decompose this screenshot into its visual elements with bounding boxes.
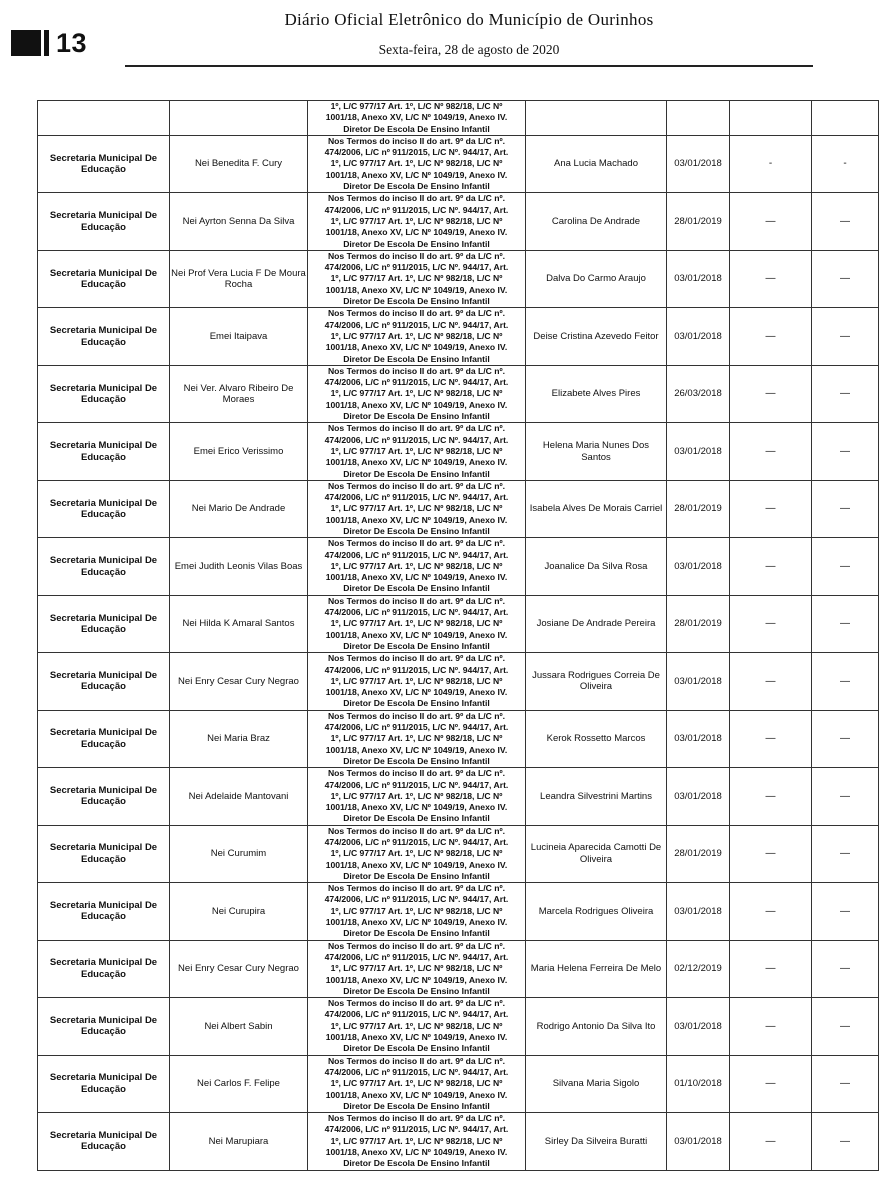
law-line: 1º, L/C 977/17 Art. 1º, L/C Nº 982/18, L/C Nº [330, 905, 503, 916]
person-cell: Sirley Da Silveira Buratti [526, 1113, 667, 1170]
law-line: 1001/18, Anexo XV, L/C Nº 1049/19, Anexo IV. [325, 514, 508, 525]
mark-cell [730, 365, 812, 422]
mark-cell [730, 653, 812, 710]
mark-cell [730, 480, 812, 537]
law-line: Diretor De Escola De Ensino Infantil [343, 1158, 490, 1169]
law-line: 1001/18, Anexo XV, L/C Nº 1049/19, Anexo IV. [325, 1089, 508, 1100]
law-cell [308, 1113, 526, 1170]
law-line: 474/2006, L/C nº 911/2015, L/C Nº. 944/17, Art. [324, 1009, 509, 1020]
law-line: 474/2006, L/C nº 911/2015, L/C Nº. 944/17, Art. [324, 607, 509, 618]
law-line: Diretor De Escola De Ensino Infantil [343, 525, 490, 536]
law-line: 1001/18, Anexo XV, L/C Nº 1049/19, Anexo IV. [325, 169, 508, 180]
law-line: Diretor De Escola De Ensino Infantil [343, 1100, 490, 1111]
dash-mark: — [765, 503, 776, 515]
school-cell: Nei Ver. Alvaro Ribeiro De Moraes [170, 365, 308, 422]
law-line: Nos Termos do inciso II do art. 9º da L/C nº. [327, 653, 506, 664]
law-line: Nos Termos do inciso II do art. 9º da L/C nº. [327, 825, 506, 836]
law-line: 1º, L/C 977/17 Art. 1º, L/C Nº 982/18, L/C Nº [330, 158, 503, 169]
mark-cell [730, 768, 812, 825]
law-cell [308, 710, 526, 767]
dash-mark: — [765, 1078, 776, 1090]
law-cell [308, 423, 526, 480]
law-line: 1º, L/C 977/17 Art. 1º, L/C Nº 982/18, L/C Nº [330, 733, 503, 744]
school-cell: Nei Carlos F. Felipe [170, 1055, 308, 1112]
law-line: 1001/18, Anexo XV, L/C Nº 1049/19, Anexo IV. [325, 284, 508, 295]
dash-mark: — [840, 963, 850, 975]
date-cell: 03/01/2018 [667, 135, 730, 192]
mark-cell [730, 825, 812, 882]
mark-cell [812, 595, 879, 652]
org-cell: Secretaria Municipal De Educação [38, 825, 170, 882]
dash-mark: — [840, 330, 850, 342]
dash-mark: - [768, 158, 773, 170]
law-line: 474/2006, L/C nº 911/2015, L/C Nº. 944/17, Art. [324, 377, 509, 388]
dash-mark: — [765, 905, 776, 917]
mark-cell [730, 193, 812, 250]
date-cell: 03/01/2018 [667, 1113, 730, 1170]
table-row [38, 135, 879, 192]
date-cell: 03/01/2018 [667, 883, 730, 940]
law-line: 474/2006, L/C nº 911/2015, L/C Nº. 944/17, Art. [324, 1066, 509, 1077]
mark-cell [812, 1055, 879, 1112]
law-line: 1001/18, Anexo XV, L/C Nº 1049/19, Anexo IV. [325, 1147, 508, 1158]
dash-mark: — [765, 790, 776, 802]
law-line: 474/2006, L/C nº 911/2015, L/C Nº. 944/17, Art. [324, 779, 509, 790]
mark-cell [812, 308, 879, 365]
person-cell: Rodrigo Antonio Da Silva Ito [526, 998, 667, 1055]
date-cell: 01/10/2018 [667, 1055, 730, 1112]
law-line: Nos Termos do inciso II do art. 9º da L/C nº. [327, 193, 506, 204]
mark-cell [812, 193, 879, 250]
law-line: 1º, L/C 977/17 Art. 1º, L/C Nº 982/18, L/C Nº [330, 675, 503, 686]
law-line: Nos Termos do inciso II do art. 9º da L/C nº. [327, 1113, 506, 1124]
law-line: 1º, L/C 977/17 Art. 1º, L/C Nº 982/18, L/C Nº [330, 618, 503, 629]
table-row [38, 365, 879, 422]
law-line: 474/2006, L/C nº 911/2015, L/C Nº. 944/17, Art. [324, 434, 509, 445]
dash-mark: — [765, 445, 776, 457]
dash-mark: — [840, 848, 850, 860]
law-line: Nos Termos do inciso II do art. 9º da L/C nº. [327, 768, 506, 779]
person-cell: Carolina De Andrade [526, 193, 667, 250]
table-row [38, 998, 879, 1055]
org-cell: Secretaria Municipal De Educação [38, 250, 170, 307]
law-line: Diretor De Escola De Ensino Infantil [343, 296, 490, 307]
law-cell [308, 538, 526, 595]
org-cell: Secretaria Municipal De Educação [38, 308, 170, 365]
law-line: Diretor De Escola De Ensino Infantil [343, 755, 490, 766]
mark-cell [812, 423, 879, 480]
law-line: 474/2006, L/C nº 911/2015, L/C Nº. 944/17, Art. [324, 492, 509, 503]
law-line: 1º, L/C 977/17 Art. 1º, L/C Nº 982/18, L/C Nº [330, 963, 503, 974]
table-row [38, 883, 879, 940]
date-cell: 28/01/2019 [667, 193, 730, 250]
law-line: 1º, L/C 977/17 Art. 1º, L/C Nº 982/18, L/C Nº [330, 1020, 503, 1031]
table-body [38, 101, 879, 1171]
law-line: Nos Termos do inciso II do art. 9º da L/C nº. [327, 308, 506, 319]
gazette-title: Diário Oficial Eletrônico do Município de Ourinhos [284, 10, 654, 29]
law-cell [308, 1055, 526, 1112]
dash-mark: - [843, 158, 847, 170]
mark-cell [812, 710, 879, 767]
mark-cell [730, 101, 812, 136]
person-cell: Deise Cristina Azevedo Feitor [526, 308, 667, 365]
dash-mark: — [840, 445, 850, 457]
dash-mark: — [840, 1135, 850, 1147]
org-cell: Secretaria Municipal De Educação [38, 768, 170, 825]
table-row [38, 595, 879, 652]
date-cell: 03/01/2018 [667, 768, 730, 825]
dash-mark: — [840, 675, 850, 687]
date-cell [667, 101, 730, 136]
school-cell: Nei Curupira [170, 883, 308, 940]
table-row [38, 768, 879, 825]
law-cell [308, 883, 526, 940]
mark-cell [812, 101, 879, 136]
dash-mark: — [765, 848, 776, 860]
org-cell: Secretaria Municipal De Educação [38, 423, 170, 480]
law-line: 474/2006, L/C nº 911/2015, L/C Nº. 944/17, Art. [324, 319, 509, 330]
law-line: Diretor De Escola De Ensino Infantil [343, 698, 490, 709]
org-cell: Secretaria Municipal De Educação [38, 940, 170, 997]
person-cell: Jussara Rodrigues Correia De Oliveira [526, 653, 667, 710]
org-cell: Secretaria Municipal De Educação [38, 653, 170, 710]
mark-cell [812, 538, 879, 595]
table-row [38, 193, 879, 250]
school-cell: Nei Marupiara [170, 1113, 308, 1170]
dash-mark: — [840, 1020, 850, 1032]
law-line: Diretor De Escola De Ensino Infantil [343, 640, 490, 651]
date-cell: 28/01/2019 [667, 480, 730, 537]
law-cell [308, 480, 526, 537]
appointments-table-wrapper [37, 100, 878, 1171]
school-cell: Emei Erico Verissimo [170, 423, 308, 480]
school-cell: Nei Benedita F. Cury [170, 135, 308, 192]
law-line: Nos Termos do inciso II do art. 9º da L/C nº. [327, 1055, 506, 1066]
law-line: 1º, L/C 977/17 Art. 1º, L/C Nº 982/18, L/C Nº [330, 1078, 503, 1089]
law-line: 474/2006, L/C nº 911/2015, L/C Nº. 944/17, Art. [324, 262, 509, 273]
law-line: 1º, L/C 977/17 Art. 1º, L/C Nº 982/18, L/C Nº [330, 560, 503, 571]
law-line: 474/2006, L/C nº 911/2015, L/C Nº. 944/17, Art. [324, 951, 509, 962]
person-cell: Ana Lucia Machado [526, 135, 667, 192]
org-cell: Secretaria Municipal De Educação [38, 480, 170, 537]
table-row [38, 538, 879, 595]
law-line: 474/2006, L/C nº 911/2015, L/C Nº. 944/17, Art. [324, 549, 509, 560]
dash-mark: — [840, 388, 850, 400]
school-cell: Nei Hilda K Amaral Santos [170, 595, 308, 652]
dash-mark: — [765, 1020, 776, 1032]
org-cell: Secretaria Municipal De Educação [38, 1113, 170, 1170]
law-line: Diretor De Escola De Ensino Infantil [343, 985, 490, 996]
page-number-text: 13 [56, 27, 88, 58]
dash-mark: — [765, 330, 776, 342]
org-cell: Secretaria Municipal De Educação [38, 710, 170, 767]
law-cell [308, 135, 526, 192]
mark-cell [730, 308, 812, 365]
law-line: Nos Termos do inciso II do art. 9º da L/C nº. [327, 365, 506, 376]
law-cell [308, 308, 526, 365]
table-row [38, 480, 879, 537]
law-line: Nos Termos do inciso II do art. 9º da L/C nº. [327, 135, 506, 146]
law-cell [308, 595, 526, 652]
law-line: Diretor De Escola De Ensino Infantil [343, 238, 490, 249]
school-cell: Nei Enry Cesar Cury Negrao [170, 940, 308, 997]
law-line: Diretor De Escola De Ensino Infantil [343, 813, 490, 824]
law-cell [308, 768, 526, 825]
law-cell [308, 940, 526, 997]
law-line: Diretor De Escola De Ensino Infantil [343, 468, 490, 479]
law-line: 1001/18, Anexo XV, L/C Nº 1049/19, Anexo IV. [325, 744, 508, 755]
mark-cell [812, 768, 879, 825]
org-cell [38, 101, 170, 136]
law-line: 474/2006, L/C nº 911/2015, L/C Nº. 944/17, Art. [324, 837, 509, 847]
dash-mark: — [840, 560, 850, 572]
table-row [38, 710, 879, 767]
table-row [38, 940, 879, 997]
dash-mark: — [765, 675, 776, 687]
mark-cell [730, 1113, 812, 1170]
person-cell: Helena Maria Nunes Dos Santos [526, 423, 667, 480]
law-cell [308, 653, 526, 710]
dash-mark: — [840, 733, 850, 745]
date-cell: 03/01/2018 [667, 308, 730, 365]
school-cell: Nei Maria Braz [170, 710, 308, 767]
law-line: 474/2006, L/C nº 911/2015, L/C Nº. 944/17, Art. [324, 664, 509, 675]
mark-cell [812, 250, 879, 307]
law-line: 474/2006, L/C nº 911/2015, L/C Nº. 944/17, Art. [324, 894, 509, 905]
person-cell: Dalva Do Carmo Araujo [526, 250, 667, 307]
dash-mark: — [765, 560, 776, 572]
law-line: 1º, L/C 977/17 Art. 1º, L/C Nº 982/18, L/C Nº [330, 273, 503, 284]
law-line: 1001/18, Anexo XV, L/C Nº 1049/19, Anexo IV. [325, 1032, 508, 1043]
dash-mark: — [765, 215, 776, 227]
school-cell: Emei Itaipava [170, 308, 308, 365]
org-cell: Secretaria Municipal De Educação [38, 998, 170, 1055]
law-line: 1001/18, Anexo XV, L/C Nº 1049/19, Anexo IV. [325, 859, 508, 870]
mark-cell [730, 883, 812, 940]
mark-cell [730, 538, 812, 595]
date-cell: 02/12/2019 [667, 940, 730, 997]
mark-cell [812, 653, 879, 710]
date-cell: 03/01/2018 [667, 710, 730, 767]
mark-cell [812, 135, 879, 192]
law-cell [308, 998, 526, 1055]
school-cell: Nei Prof Vera Lucia F De Moura Rocha [170, 250, 308, 307]
law-line: Nos Termos do inciso II do art. 9º da L/C nº. [327, 883, 506, 894]
publication-date: Sexta-feira, 28 de agosto de 2020 [378, 42, 560, 57]
person-cell: Josiane De Andrade Pereira [526, 595, 667, 652]
person-cell: Kerok Rossetto Marcos [526, 710, 667, 767]
dash-mark: — [765, 963, 776, 975]
school-cell: Emei Judith Leonis Vilas Boas [170, 538, 308, 595]
law-line: 1001/18, Anexo XV, L/C Nº 1049/19, Anexo IV. [325, 974, 508, 985]
law-line: 1001/18, Anexo XV, L/C Nº 1049/19, Anexo IV. [325, 802, 508, 813]
mark-cell [730, 998, 812, 1055]
dash-mark: — [840, 273, 850, 285]
law-line: 1º, L/C 977/17 Art. 1º, L/C Nº 982/18, L/C Nº [330, 330, 503, 341]
law-line: 1º, L/C 977/17 Art. 1º, L/C Nº 982/18, L/C Nº [330, 388, 503, 399]
law-line: Nos Termos do inciso II do art. 9º da L/C nº. [327, 480, 506, 491]
school-cell: Nei Adelaide Mantovani [170, 768, 308, 825]
org-cell: Secretaria Municipal De Educação [38, 135, 170, 192]
law-line: Diretor De Escola De Ensino Infantil [343, 1043, 490, 1054]
law-line: Diretor De Escola De Ensino Infantil [343, 181, 490, 192]
page-number [11, 28, 87, 58]
date-cell: 28/01/2019 [667, 825, 730, 882]
law-cell [308, 365, 526, 422]
dash-mark: — [765, 273, 776, 285]
dash-mark: — [840, 790, 850, 802]
law-line: 1º, L/C 977/17 Art. 1º, L/C Nº 982/18, L/C Nº [330, 790, 503, 801]
table-row [38, 308, 879, 365]
date-cell: 28/01/2019 [667, 595, 730, 652]
law-cell [308, 250, 526, 307]
school-cell: Nei Enry Cesar Cury Negrao [170, 653, 308, 710]
law-line: 474/2006, L/C nº 911/2015, L/C Nº. 944/17, Art. [324, 1124, 509, 1135]
date-cell: 03/01/2018 [667, 250, 730, 307]
law-line: 1º, L/C 977/17 Art. 1º, L/C Nº 982/18, L/C Nº [330, 503, 503, 514]
law-line: Diretor De Escola De Ensino Infantil [343, 411, 490, 422]
law-line: 474/2006, L/C nº 911/2015, L/C Nº. 944/17, Art. [324, 147, 509, 158]
mark-cell [812, 1113, 879, 1170]
mark-cell [730, 940, 812, 997]
law-line: 1001/18, Anexo XV, L/C Nº 1049/19, Anexo IV. [325, 342, 508, 353]
law-line: 1001/18, Anexo XV, L/C Nº 1049/19, Anexo IV. [325, 227, 508, 238]
law-line: 1001/18, Anexo XV, L/C Nº 1049/19, Anexo IV. [325, 629, 508, 640]
law-line: 1001/18, Anexo XV, L/C Nº 1049/19, Anexo IV. [325, 687, 508, 698]
mark-cell [730, 595, 812, 652]
law-line: 1001/18, Anexo XV, L/C Nº 1049/19, Anexo IV. [325, 572, 508, 583]
law-line: Diretor De Escola De Ensino Infantil [343, 353, 490, 364]
law-line: 1º, L/C 977/17 Art. 1º, L/C Nº 982/18, L/C Nº [330, 848, 503, 859]
person-cell: Elizabete Alves Pires [526, 365, 667, 422]
mark-cell [812, 365, 879, 422]
school-cell: Nei Ayrton Senna Da Silva [170, 193, 308, 250]
table-row [38, 1113, 879, 1170]
person-cell: Joanalice Da Silva Rosa [526, 538, 667, 595]
org-cell: Secretaria Municipal De Educação [38, 883, 170, 940]
law-line: Nos Termos do inciso II do art. 9º da L/C nº. [327, 998, 506, 1009]
dash-mark: — [840, 618, 850, 630]
date-cell: 03/01/2018 [667, 653, 730, 710]
law-line: 1º, L/C 977/17 Art. 1º, L/C Nº 982/18, L/C Nº [330, 1135, 503, 1146]
dash-mark: — [840, 503, 850, 515]
law-line: Nos Termos do inciso II do art. 9º da L/C nº. [327, 538, 506, 549]
law-line: Nos Termos do inciso II do art. 9º da L/C nº. [327, 423, 506, 434]
date-cell: 26/03/2018 [667, 365, 730, 422]
table-row [38, 250, 879, 307]
mark-cell [812, 883, 879, 940]
table-row [38, 653, 879, 710]
mark-cell [730, 250, 812, 307]
table-row [38, 101, 879, 136]
mark-cell [730, 135, 812, 192]
law-line: Nos Termos do inciso II do art. 9º da L/C nº. [327, 250, 506, 261]
mark-cell [812, 940, 879, 997]
law-line: 474/2006, L/C nº 911/2015, L/C Nº. 944/17, Art. [324, 722, 509, 733]
date-cell: 03/01/2018 [667, 423, 730, 480]
header-rule [125, 65, 813, 67]
mark-cell [812, 480, 879, 537]
law-line: Nos Termos do inciso II do art. 9º da L/C nº. [327, 710, 506, 721]
person-cell: Lucineia Aparecida Camotti De Oliveira [526, 825, 667, 882]
mark-cell [812, 825, 879, 882]
law-line: Diretor De Escola De Ensino Infantil [343, 870, 490, 881]
table-row [38, 825, 879, 882]
law-line: Nos Termos do inciso II do art. 9º da L/C nº. [327, 940, 506, 951]
mark-cell [730, 710, 812, 767]
dash-mark: — [840, 215, 850, 227]
org-cell: Secretaria Municipal De Educação [38, 595, 170, 652]
org-cell: Secretaria Municipal De Educação [38, 1055, 170, 1112]
law-line: 1001/18, Anexo XV, L/C Nº 1049/19, Anexo IV. [325, 399, 508, 410]
law-cell [308, 193, 526, 250]
date-cell: 03/01/2018 [667, 538, 730, 595]
table-row [38, 1055, 879, 1112]
table-row [38, 423, 879, 480]
dash-mark: — [840, 1078, 850, 1090]
org-cell: Secretaria Municipal De Educação [38, 193, 170, 250]
masthead [125, 10, 813, 67]
law-line: 1001/18, Anexo XV, L/C Nº 1049/19, Anexo IV. [325, 457, 508, 468]
law-line: 474/2006, L/C nº 911/2015, L/C Nº. 944/17, Art. [324, 204, 509, 215]
person-cell: Silvana Maria Sigolo [526, 1055, 667, 1112]
school-cell: Nei Curumim [170, 825, 308, 882]
school-cell [170, 101, 308, 136]
law-line: 1001/18, Anexo XV, L/C Nº 1049/19, Anexo IV. [325, 917, 508, 928]
person-cell: Isabela Alves De Morais Carriel [526, 480, 667, 537]
dash-mark: — [765, 1135, 776, 1147]
person-cell: Marcela Rodrigues Oliveira [526, 883, 667, 940]
mark-cell [730, 423, 812, 480]
date-cell: 03/01/2018 [667, 998, 730, 1055]
law-line: Diretor De Escola De Ensino Infantil [343, 928, 490, 939]
school-cell: Nei Albert Sabin [170, 998, 308, 1055]
school-cell: Nei Mario De Andrade [170, 480, 308, 537]
mark-cell [812, 998, 879, 1055]
dash-mark: — [765, 388, 776, 400]
law-line: 1º, L/C 977/17 Art. 1º, L/C Nº 982/18, L/C Nº [330, 215, 503, 226]
dash-mark: — [840, 905, 850, 917]
org-cell: Secretaria Municipal De Educação [38, 365, 170, 422]
appointments-table [37, 100, 879, 1171]
dash-mark: — [765, 618, 776, 630]
org-cell: Secretaria Municipal De Educação [38, 538, 170, 595]
law-line: 1º, L/C 977/17 Art. 1º, L/C Nº 982/18, L/C Nº [330, 445, 503, 456]
person-cell: Maria Helena Ferreira De Melo [526, 940, 667, 997]
law-line: Diretor De Escola De Ensino Infantil [343, 583, 490, 594]
page-number-block [11, 30, 41, 56]
person-cell: Leandra Silvestrini Martins [526, 768, 667, 825]
dash-mark: — [765, 733, 776, 745]
law-cell: 1º, L/C 977/17 Art. 1º, L/C Nº 982/18, L/C Nº 1001/18, Anexo XV, L/C Nº 1049/19, Anexo IV. Diretor De Escola De Ensino Infantil [308, 101, 526, 136]
law-line: Nos Termos do inciso II do art. 9º da L/C nº. [327, 595, 506, 606]
law-cell [308, 825, 526, 882]
mark-cell [730, 1055, 812, 1112]
person-cell [526, 101, 667, 136]
